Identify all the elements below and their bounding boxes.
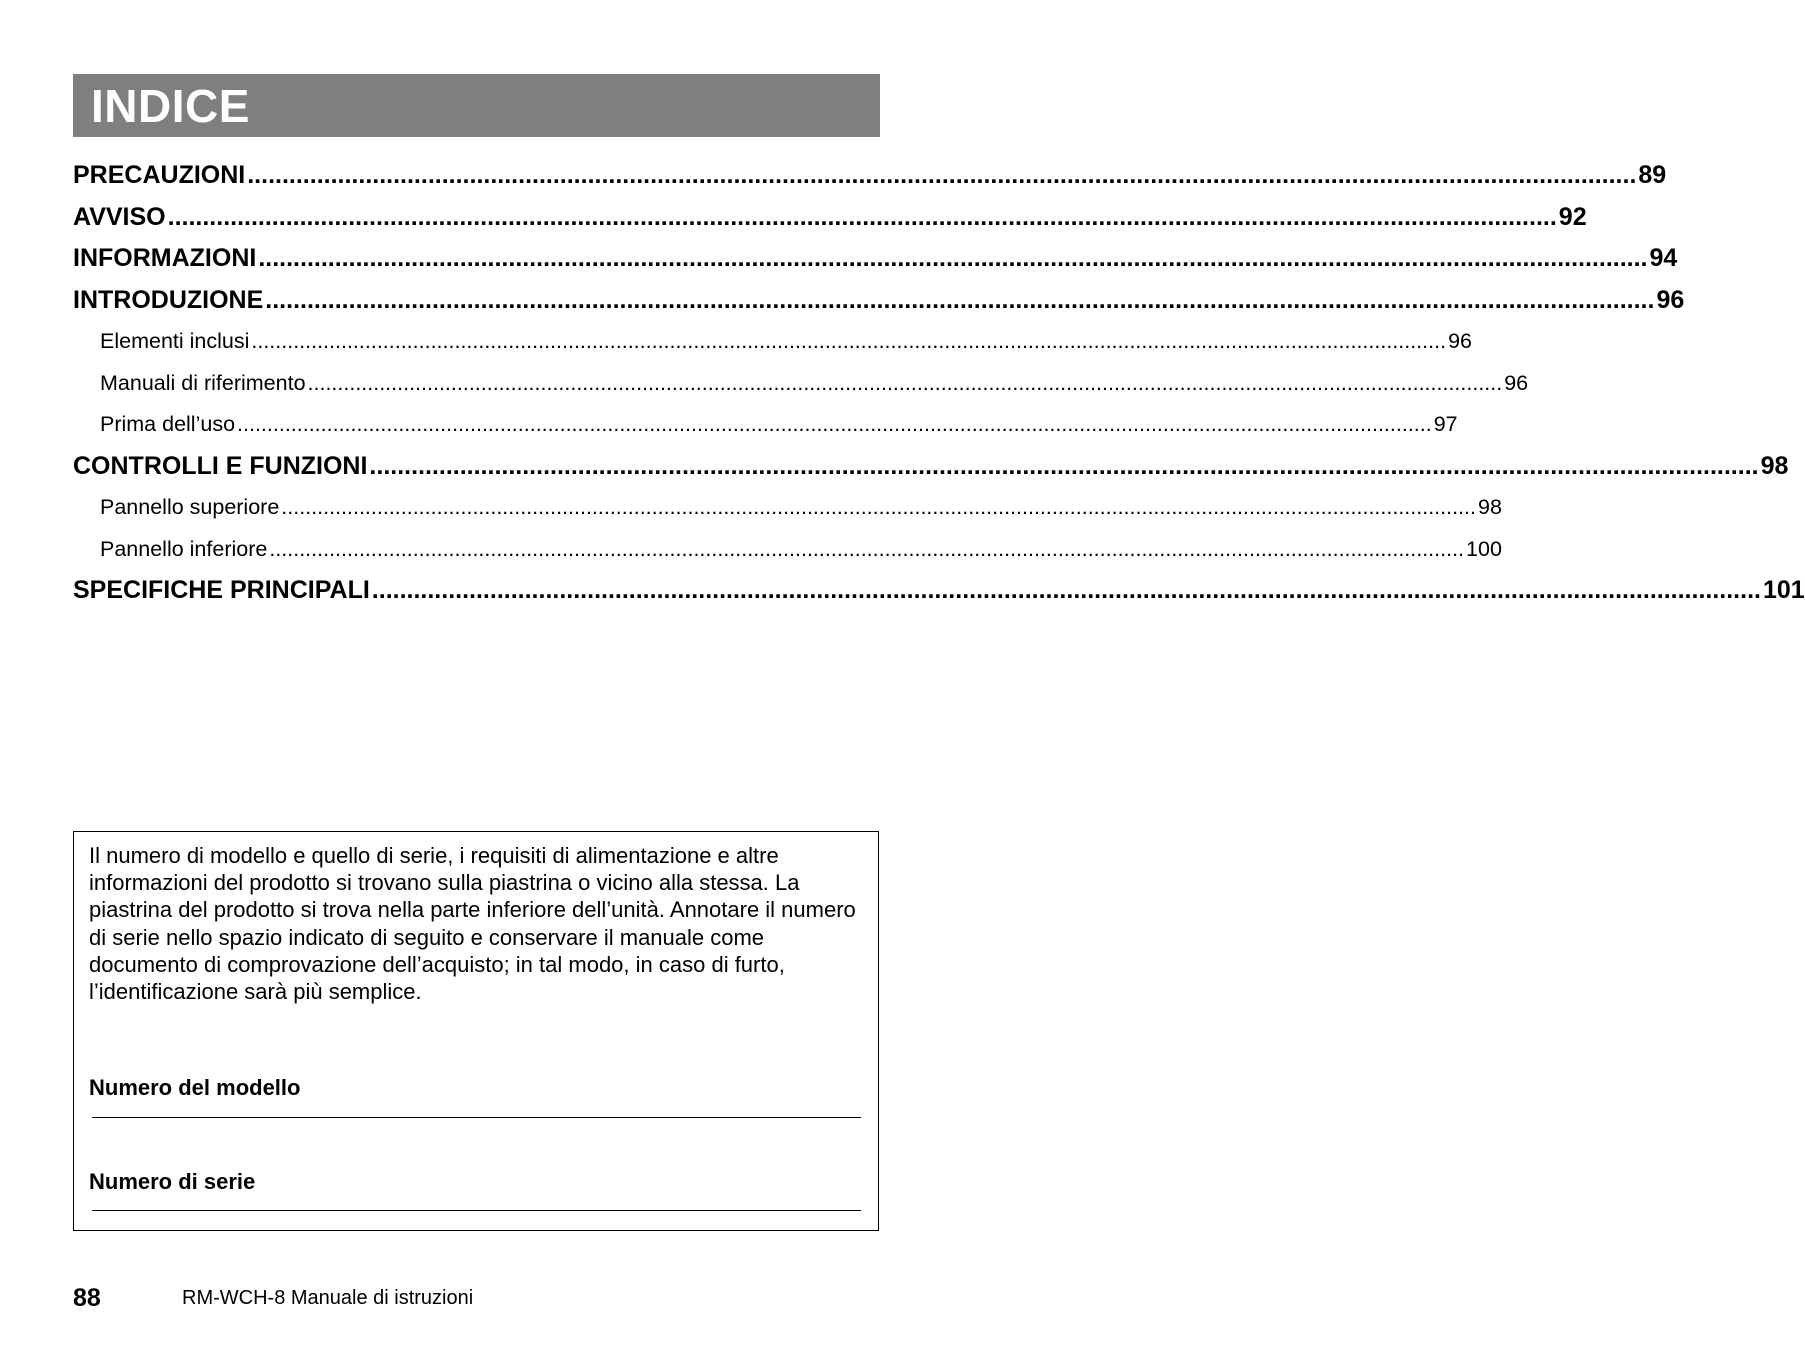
toc-entry-label: Pannello superiore: [100, 495, 280, 519]
toc-entry-page: 96: [1656, 285, 1685, 314]
toc-entry-label: Elementi inclusi: [100, 329, 250, 353]
toc-entry-specifiche-principali[interactable]: [73, 567, 1805, 609]
toc-entry-page: 98: [1477, 495, 1502, 519]
product-info-text: Il numero di modello e quello di serie, i requisiti di alimentazione e altre informazioni del prodotto si trovano sulla piastrina o vicino alla stessa. La piastrina del prodotto si trova nella parte inferiore dell’unità. Annotare il numero di serie nello spazio indicato di seguito e conservare il manuale come documento di comprovazione dell’acquisto; in tal modo, in caso di furto, l’identificazione sarà più semplice.: [89, 843, 856, 1005]
toc-entry-precauzioni[interactable]: [73, 152, 1667, 194]
toc-entry-elementi-inclusi[interactable]: [73, 318, 1472, 360]
toc-entry-avviso[interactable]: [73, 194, 1587, 236]
toc-entry-label: CONTROLLI E FUNZIONI: [73, 451, 368, 480]
model-number-label: Numero del modello: [89, 1075, 301, 1100]
toc-entry-page: 94: [1649, 244, 1678, 272]
title-bar: [73, 74, 880, 137]
table-of-contents: [73, 152, 1805, 609]
toc-dot-leader: ........................................................................................................................................................................................................: [307, 370, 1503, 395]
toc-entry-label: PRECAUZIONI: [73, 161, 246, 189]
toc-entry-manuali-di-riferimento[interactable]: [73, 360, 1529, 402]
footer-page-number: 88: [73, 1284, 101, 1312]
toc-dot-leader: ........................................................................................................................................................................................................: [269, 536, 1465, 561]
toc-entry-label: Manuali di riferimento: [100, 370, 306, 395]
toc-entry-informazioni[interactable]: [73, 235, 1678, 277]
model-number-field[interactable]: [92, 1117, 861, 1118]
toc-entry-page: 96: [1448, 329, 1472, 353]
toc-entry-page: 97: [1433, 412, 1458, 436]
toc-dot-leader: ........................................................................................................................................................................................................: [369, 451, 1759, 480]
toc-entry-pannello-inferiore[interactable]: [73, 526, 1502, 568]
toc-entry-label: SPECIFICHE PRINCIPALI: [73, 576, 370, 604]
toc-entry-page: 100: [1466, 536, 1502, 561]
toc-entry-label: AVVISO: [73, 202, 166, 231]
page-title: INDICE: [91, 79, 250, 132]
toc-dot-leader: ........................................................................................................................................................................................................: [281, 495, 1476, 519]
toc-entry-controlli-e-funzioni[interactable]: [73, 443, 1789, 485]
toc-entry-label: Pannello inferiore: [100, 536, 268, 561]
toc-entry-pannello-superiore[interactable]: [73, 484, 1502, 526]
toc-dot-leader: ........................................................................................................................................................................................................: [265, 285, 1655, 314]
toc-entry-introduzione[interactable]: [73, 277, 1685, 319]
toc-dot-leader: ........................................................................................................................................................................................................: [258, 244, 1648, 272]
toc-entry-page: 98: [1760, 451, 1789, 480]
toc-entry-page: 89: [1638, 161, 1667, 189]
toc-entry-label: INFORMAZIONI: [73, 244, 257, 272]
footer-manual-title: RM-WCH-8 Manuale di istruzioni: [182, 1287, 474, 1309]
toc-entry-label: Prima dell’uso: [100, 412, 236, 436]
toc-dot-leader: ........................................................................................................................................................................................................: [237, 412, 1432, 436]
toc-entry-label: INTRODUZIONE: [73, 285, 264, 314]
toc-entry-prima-delluso[interactable]: [73, 401, 1458, 443]
serial-number-label: Numero di serie: [89, 1169, 256, 1194]
serial-number-field[interactable]: [92, 1210, 861, 1211]
toc-dot-leader: ........................................................................................................................................................................................................: [251, 329, 1447, 353]
toc-entry-page: 96: [1504, 370, 1529, 395]
toc-entry-page: 101: [1762, 576, 1805, 604]
toc-entry-page: 92: [1558, 202, 1587, 231]
toc-dot-leader: ........................................................................................................................................................................................................: [247, 161, 1637, 189]
product-info-box: [73, 831, 879, 1231]
toc-dot-leader: ........................................................................................................................................................................................................: [167, 202, 1557, 231]
toc-dot-leader: ........................................................................................................................................................................................................: [371, 576, 1761, 604]
